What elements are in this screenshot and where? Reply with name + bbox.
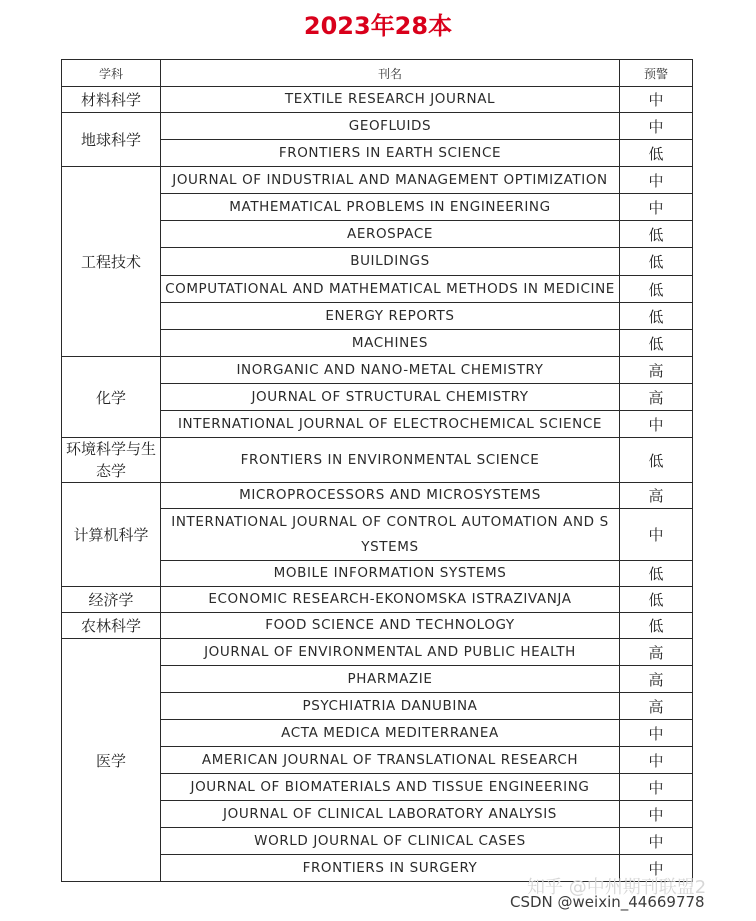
header-warning: 预警 (620, 60, 693, 87)
journal-cell: MACHINES (161, 330, 620, 357)
journal-cell: GEOFLUIDS (161, 113, 620, 140)
warning-level-cell: 中 (620, 774, 693, 801)
journal-cell: TEXTILE RESEARCH JOURNAL (161, 87, 620, 113)
warning-level-cell: 中 (620, 87, 693, 113)
subject-cell: 材料科学 (62, 87, 161, 113)
journal-warning-table (61, 59, 693, 882)
journal-cell: AMERICAN JOURNAL OF TRANSLATIONAL RESEARCH (161, 747, 620, 774)
table-body (62, 87, 693, 882)
subject-cell: 农林科学 (62, 613, 161, 639)
table-row (62, 438, 693, 483)
subject-cell: 地球科学 (62, 113, 161, 167)
subject-cell: 计算机科学 (62, 483, 161, 587)
journal-cell: ECONOMIC RESEARCH-EKONOMSKA ISTRAZIVANJA (161, 587, 620, 613)
table-header-row (62, 60, 693, 87)
warning-level-cell: 中 (620, 747, 693, 774)
journal-cell: PHARMAZIE (161, 666, 620, 693)
warning-level-cell: 中 (620, 509, 693, 561)
table-row (62, 613, 693, 639)
warning-level-cell: 高 (620, 693, 693, 720)
journal-cell: FRONTIERS IN EARTH SCIENCE (161, 140, 620, 167)
journal-cell: INTERNATIONAL JOURNAL OF ELECTROCHEMICAL SCIENCE (161, 411, 620, 438)
page-title: 2023年28本 (303, 12, 453, 40)
header-journal: 刊名 (161, 60, 620, 87)
table-row (62, 113, 693, 140)
journal-cell: MATHEMATICAL PROBLEMS IN ENGINEERING (161, 194, 620, 221)
warning-level-cell: 中 (620, 411, 693, 438)
warning-level-cell: 中 (620, 167, 693, 194)
table-row (62, 639, 693, 666)
header-subject: 学科 (62, 60, 161, 87)
warning-level-cell: 高 (620, 666, 693, 693)
journal-cell: FRONTIERS IN ENVIRONMENTAL SCIENCE (161, 438, 620, 483)
warning-level-cell: 低 (620, 330, 693, 357)
warning-level-cell: 低 (620, 140, 693, 167)
warning-level-cell: 低 (620, 248, 693, 276)
journal-cell: INTERNATIONAL JOURNAL OF CONTROL AUTOMATION AND SYSTEMS (161, 509, 620, 561)
warning-level-cell: 中 (620, 113, 693, 140)
journal-cell: PSYCHIATRIA DANUBINA (161, 693, 620, 720)
journal-cell: FOOD SCIENCE AND TECHNOLOGY (161, 613, 620, 639)
subject-cell: 化学 (62, 357, 161, 438)
journal-cell: BUILDINGS (161, 248, 620, 276)
journal-cell: ACTA MEDICA MEDITERRANEA (161, 720, 620, 747)
csdn-watermark: CSDN @weixin_44669778 (510, 893, 705, 911)
warning-level-cell: 低 (620, 561, 693, 587)
journal-cell: WORLD JOURNAL OF CLINICAL CASES (161, 828, 620, 855)
warning-level-cell: 中 (620, 855, 693, 882)
warning-level-cell: 中 (620, 801, 693, 828)
journal-cell: COMPUTATIONAL AND MATHEMATICAL METHODS IN MEDICINE (161, 276, 620, 303)
warning-level-cell: 高 (620, 639, 693, 666)
table-row (62, 587, 693, 613)
journal-cell: AEROSPACE (161, 221, 620, 248)
journal-cell: MOBILE INFORMATION SYSTEMS (161, 561, 620, 587)
warning-level-cell: 中 (620, 720, 693, 747)
warning-level-cell: 高 (620, 384, 693, 411)
warning-level-cell: 低 (620, 587, 693, 613)
journal-cell: MICROPROCESSORS AND MICROSYSTEMS (161, 483, 620, 509)
warning-level-cell: 中 (620, 194, 693, 221)
journal-cell: INORGANIC AND NANO-METAL CHEMISTRY (161, 357, 620, 384)
table-row (62, 357, 693, 384)
zhihu-watermark: 知乎 @中州期刊联盟2 (527, 877, 707, 898)
warning-level-cell: 低 (620, 221, 693, 248)
journal-cell: JOURNAL OF ENVIRONMENTAL AND PUBLIC HEALTH (161, 639, 620, 666)
subject-cell: 医学 (62, 639, 161, 882)
journal-cell: FRONTIERS IN SURGERY (161, 855, 620, 882)
subject-cell: 工程技术 (62, 167, 161, 357)
warning-level-cell: 高 (620, 357, 693, 384)
subject-cell: 经济学 (62, 587, 161, 613)
warning-level-cell: 低 (620, 438, 693, 483)
subject-cell: 环境科学与生态学 (62, 438, 161, 483)
warning-level-cell: 高 (620, 483, 693, 509)
journal-cell: JOURNAL OF STRUCTURAL CHEMISTRY (161, 384, 620, 411)
warning-level-cell: 低 (620, 303, 693, 330)
warning-level-cell: 低 (620, 613, 693, 639)
warning-level-cell: 中 (620, 828, 693, 855)
journal-cell: ENERGY REPORTS (161, 303, 620, 330)
table-row (62, 167, 693, 194)
table-row (62, 483, 693, 509)
warning-level-cell: 低 (620, 276, 693, 303)
journal-cell: JOURNAL OF INDUSTRIAL AND MANAGEMENT OPTIMIZATION (161, 167, 620, 194)
journal-cell: JOURNAL OF CLINICAL LABORATORY ANALYSIS (161, 801, 620, 828)
journal-cell: JOURNAL OF BIOMATERIALS AND TISSUE ENGINEERING (161, 774, 620, 801)
table-row (62, 87, 693, 113)
